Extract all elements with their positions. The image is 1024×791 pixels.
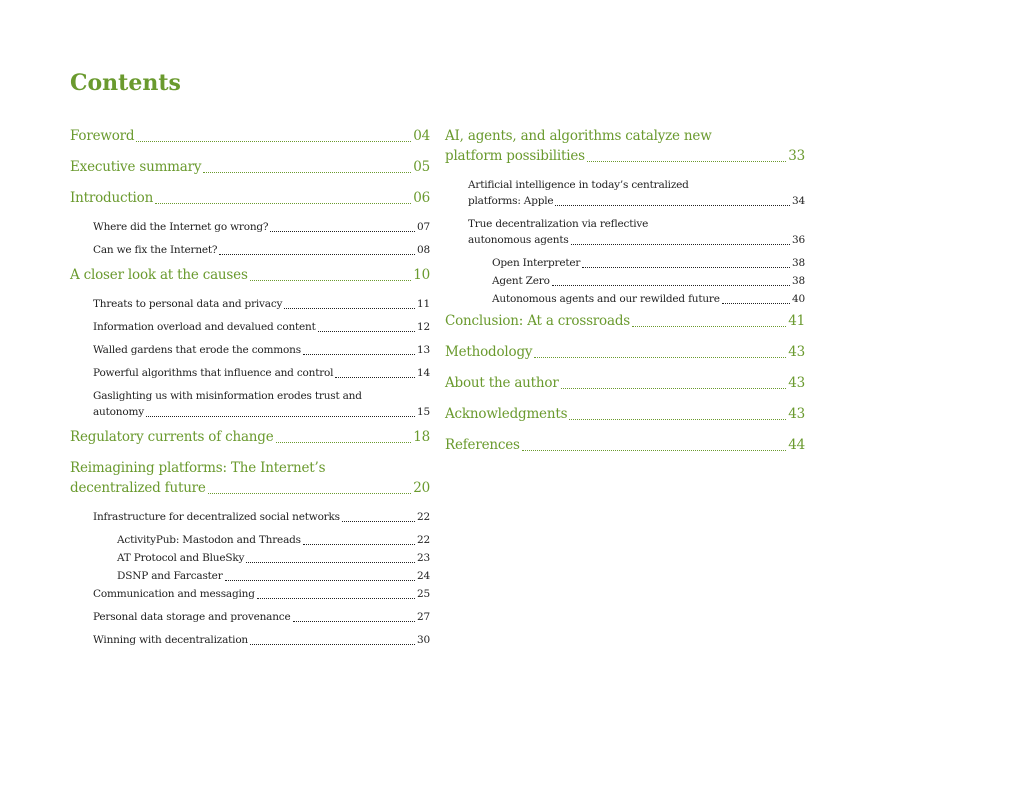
toc-line <box>93 632 430 648</box>
page-title: Contents <box>70 70 181 96</box>
dot-leader <box>335 377 415 378</box>
toc-entry-title-line: AI, agents, and algorithms catalyze new <box>445 128 712 144</box>
toc-line <box>492 255 805 271</box>
toc-entry-title: About the author <box>445 375 559 391</box>
toc-line <box>93 296 430 312</box>
toc-entry[interactable] <box>492 291 805 307</box>
toc-entry-title: Agent Zero <box>492 275 550 287</box>
toc-entry-title: Threats to personal data and privacy <box>93 298 283 310</box>
dot-leader <box>203 172 411 173</box>
dot-leader <box>208 493 411 494</box>
dot-leader <box>303 354 415 355</box>
toc-line <box>93 319 430 335</box>
toc-page-number: 25 <box>417 588 430 600</box>
toc-entry-title: Conclusion: At a crossroads <box>445 313 630 329</box>
toc-line <box>93 586 430 602</box>
toc-entry-title: Autonomous agents and our rewilded future <box>492 293 720 305</box>
toc-entry-title: AT Protocol and BlueSky <box>117 552 245 564</box>
toc-page-number: 06 <box>413 190 430 206</box>
toc-entry[interactable] <box>93 219 430 235</box>
toc-entry[interactable] <box>445 373 805 393</box>
toc-line <box>93 219 430 235</box>
toc-entry-title: Winning with decentralization <box>93 634 248 646</box>
toc-entry[interactable] <box>93 586 430 602</box>
dot-leader <box>250 644 415 645</box>
dot-leader <box>246 562 415 563</box>
dot-leader <box>522 450 786 451</box>
toc-entry-title: ActivityPub: Mastodon and Threads <box>117 534 301 546</box>
dot-leader <box>582 267 790 268</box>
toc-line <box>93 365 430 381</box>
toc-line <box>468 193 805 209</box>
toc-entry[interactable] <box>445 404 805 424</box>
toc-page-number: 38 <box>792 275 805 287</box>
toc-page-number: 34 <box>792 195 805 207</box>
dot-leader <box>555 205 790 206</box>
toc-line <box>93 404 430 420</box>
toc-line <box>445 146 805 166</box>
toc-line <box>93 342 430 358</box>
toc-page-number: 04 <box>413 128 430 144</box>
toc-entry[interactable] <box>70 126 430 146</box>
toc-entry[interactable] <box>93 342 430 358</box>
toc-entry-title: autonomous agents <box>468 234 569 246</box>
toc-entry[interactable] <box>93 388 430 420</box>
toc-entry-title: Infrastructure for decentralized social networks <box>93 511 340 523</box>
dot-leader <box>276 442 412 443</box>
toc-page-number: 44 <box>788 437 805 453</box>
dot-leader <box>632 326 786 327</box>
toc-entry[interactable] <box>93 509 430 525</box>
toc-entry-title: DSNP and Farcaster <box>117 570 223 582</box>
toc-entry-title-line: Gaslighting us with misinformation erodes trust and <box>93 390 362 402</box>
toc-page-number: 14 <box>417 367 430 379</box>
toc-page-number: 10 <box>413 267 430 283</box>
toc-entry[interactable] <box>117 568 430 584</box>
toc-line <box>445 404 805 424</box>
toc-entry[interactable] <box>445 435 805 455</box>
toc-entry-title: platform possibilities <box>445 148 585 164</box>
toc-page-number: 40 <box>792 293 805 305</box>
toc-entry[interactable] <box>468 216 805 248</box>
dot-leader <box>561 388 787 389</box>
dot-leader <box>250 280 412 281</box>
toc-entry-title: Can we fix the Internet? <box>93 244 218 256</box>
toc-entry-title: Personal data storage and provenance <box>93 611 291 623</box>
dot-leader <box>342 521 415 522</box>
toc-entry-title: Introduction <box>70 190 154 206</box>
toc-entry[interactable] <box>93 365 430 381</box>
dot-leader <box>534 357 786 358</box>
toc-line <box>445 342 805 362</box>
toc-entry-title: References <box>445 437 520 453</box>
toc-page-number: 30 <box>417 634 430 646</box>
toc-line <box>117 532 430 548</box>
toc-entry-title: Open Interpreter <box>492 257 581 269</box>
dot-leader <box>569 419 786 420</box>
dot-leader <box>155 203 411 204</box>
toc-page-number: 43 <box>788 344 805 360</box>
toc-line <box>445 435 805 455</box>
toc-line <box>445 373 805 393</box>
toc-page-number: 18 <box>413 429 430 445</box>
dot-leader <box>257 598 415 599</box>
toc-page-number: 43 <box>788 406 805 422</box>
dot-leader <box>146 416 415 417</box>
toc-entry-title: Information overload and devalued content <box>93 321 316 333</box>
toc-column-right <box>445 126 805 466</box>
toc-line <box>117 550 430 566</box>
toc-line <box>70 265 430 285</box>
toc-entry[interactable] <box>117 532 430 548</box>
toc-page-number: 43 <box>788 375 805 391</box>
toc-line <box>93 509 430 525</box>
toc-entry-title: Where did the Internet go wrong? <box>93 221 269 233</box>
toc-line <box>70 157 430 177</box>
toc-entry-title: Powerful algorithms that influence and control <box>93 367 334 379</box>
toc-entry-title-line: Artificial intelligence in today’s centralized <box>468 179 689 191</box>
dot-leader <box>587 161 786 162</box>
toc-page-number: 12 <box>417 321 430 333</box>
dot-leader <box>219 254 415 255</box>
toc-entry-title: Regulatory currents of change <box>70 429 274 445</box>
toc-entry-title: Acknowledgments <box>445 406 568 422</box>
toc-entry[interactable] <box>93 609 430 625</box>
toc-line <box>93 609 430 625</box>
toc-line <box>70 427 430 447</box>
toc-entry-title-line: Reimagining platforms: The Internet’s <box>70 460 326 476</box>
toc-entry-title: Walled gardens that erode the commons <box>93 344 301 356</box>
toc-page-number: 05 <box>413 159 430 175</box>
toc-page-number: 36 <box>792 234 805 246</box>
dot-leader <box>571 244 790 245</box>
toc-entry[interactable] <box>445 311 805 331</box>
toc-entry-title: Foreword <box>70 128 135 144</box>
toc-entry-title: decentralized future <box>70 480 206 496</box>
toc-entry-title-line: True decentralization via reflective <box>468 218 649 230</box>
toc-entry[interactable] <box>70 427 430 447</box>
toc-line <box>70 126 430 146</box>
toc-entry[interactable] <box>70 157 430 177</box>
toc-page-number: 22 <box>417 534 430 546</box>
toc-entry[interactable] <box>93 319 430 335</box>
toc-entry[interactable] <box>93 242 430 258</box>
toc-entry-title: autonomy <box>93 406 144 418</box>
toc-entry-title: Methodology <box>445 344 533 360</box>
toc-column-left <box>70 126 430 655</box>
toc-line <box>117 568 430 584</box>
toc-line <box>70 188 430 208</box>
toc-entry-title: platforms: Apple <box>468 195 554 207</box>
toc-line <box>93 242 430 258</box>
toc-entry[interactable] <box>492 273 805 289</box>
toc-page-number: 08 <box>417 244 430 256</box>
dot-leader <box>318 331 415 332</box>
toc-entry-title: A closer look at the causes <box>70 267 248 283</box>
toc-page-number: 22 <box>417 511 430 523</box>
toc-page-number: 20 <box>413 480 430 496</box>
toc-entry[interactable] <box>117 550 430 566</box>
toc-line <box>492 273 805 289</box>
dot-leader <box>552 285 790 286</box>
dot-leader <box>722 303 790 304</box>
toc-entry[interactable] <box>70 265 430 285</box>
toc-line <box>445 311 805 331</box>
toc-page-number: 27 <box>417 611 430 623</box>
dot-leader <box>284 308 415 309</box>
dot-leader <box>225 580 416 581</box>
toc-entry[interactable] <box>445 126 805 166</box>
toc-entry[interactable] <box>70 458 430 498</box>
toc-entry[interactable] <box>445 342 805 362</box>
toc-line <box>492 291 805 307</box>
toc-page-number: 24 <box>417 570 430 582</box>
toc-entry-title: Executive summary <box>70 159 202 175</box>
toc-page-number: 23 <box>417 552 430 564</box>
toc-page-number: 15 <box>417 406 430 418</box>
dot-leader <box>136 141 411 142</box>
toc-entry[interactable] <box>70 188 430 208</box>
toc-page-number: 38 <box>792 257 805 269</box>
toc-entry[interactable] <box>93 296 430 312</box>
toc-entry[interactable] <box>93 632 430 648</box>
toc-entry-title: Communication and messaging <box>93 588 255 600</box>
dot-leader <box>270 231 415 232</box>
toc-page-number: 07 <box>417 221 430 233</box>
toc-entry[interactable] <box>492 255 805 271</box>
toc-line <box>468 232 805 248</box>
dot-leader <box>303 544 415 545</box>
toc-entry[interactable] <box>468 177 805 209</box>
dot-leader <box>293 621 416 622</box>
toc-page-number: 11 <box>417 298 430 310</box>
toc-page-number: 13 <box>417 344 430 356</box>
toc-page-number: 33 <box>788 148 805 164</box>
toc-page-number: 41 <box>788 313 805 329</box>
toc-line <box>70 478 430 498</box>
